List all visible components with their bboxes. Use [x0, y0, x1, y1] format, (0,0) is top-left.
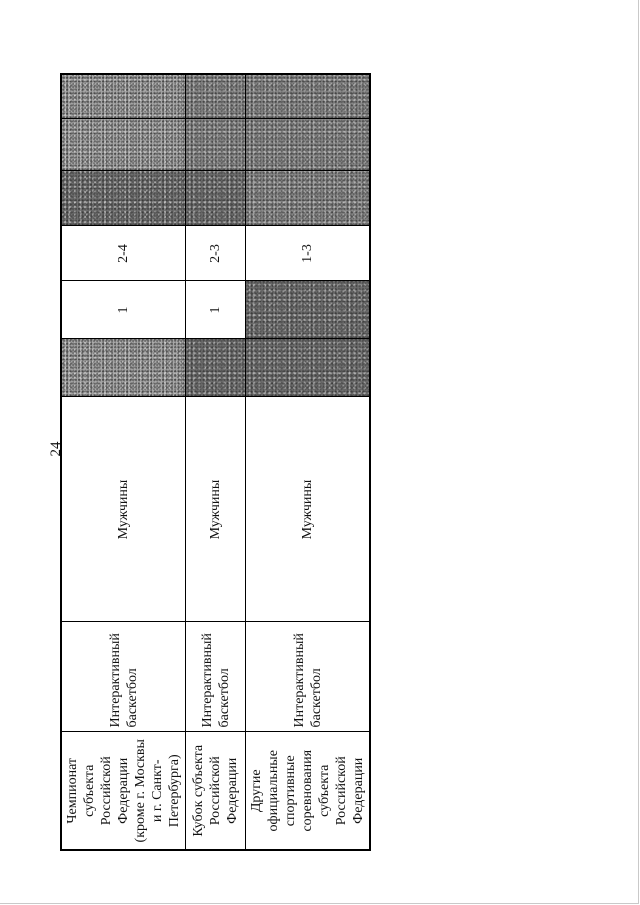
shaded-cell [246, 281, 371, 339]
shaded-cell [246, 171, 371, 226]
shaded-cell [61, 119, 186, 171]
place-cell: 1 [61, 281, 186, 339]
shaded-cell [246, 339, 371, 397]
discipline-cell: Интерактивный баскетбол [246, 622, 371, 732]
shaded-cell [186, 119, 246, 171]
shaded-cell [246, 119, 371, 171]
competition-cell: Другие официальные спортивные соревнования субъекта Российской Федерации [246, 732, 371, 850]
shaded-cell [61, 74, 186, 119]
place-cell: 2-3 [186, 226, 246, 281]
place-cell: 1-3 [246, 226, 371, 281]
shaded-cell [61, 171, 186, 226]
sports-ranking-table [60, 73, 371, 851]
shaded-cell [61, 339, 186, 397]
gender-cell: Мужчины [246, 397, 371, 622]
page-number: 24 [48, 441, 64, 457]
gender-cell: Мужчины [61, 397, 186, 622]
shaded-cell [186, 339, 246, 397]
table-row [61, 74, 186, 850]
shaded-cell [246, 74, 371, 119]
discipline-cell: Интерактивный баскетбол [186, 622, 246, 732]
place-cell: 2-4 [61, 226, 186, 281]
place-cell: 1 [186, 281, 246, 339]
competition-cell: Кубок субъекта Российской Федерации [186, 732, 246, 850]
table-row [186, 74, 246, 850]
shaded-cell [186, 74, 246, 119]
table-row [246, 74, 371, 850]
shaded-cell [186, 171, 246, 226]
rotated-table-container [60, 75, 366, 851]
gender-cell: Мужчины [186, 397, 246, 622]
competition-cell: Чемпионат субъекта Российской Федерации (кроме г. Москвы и г. Санкт-Петербурга) [61, 732, 186, 850]
discipline-cell: Интерактивный баскетбол [61, 622, 186, 732]
